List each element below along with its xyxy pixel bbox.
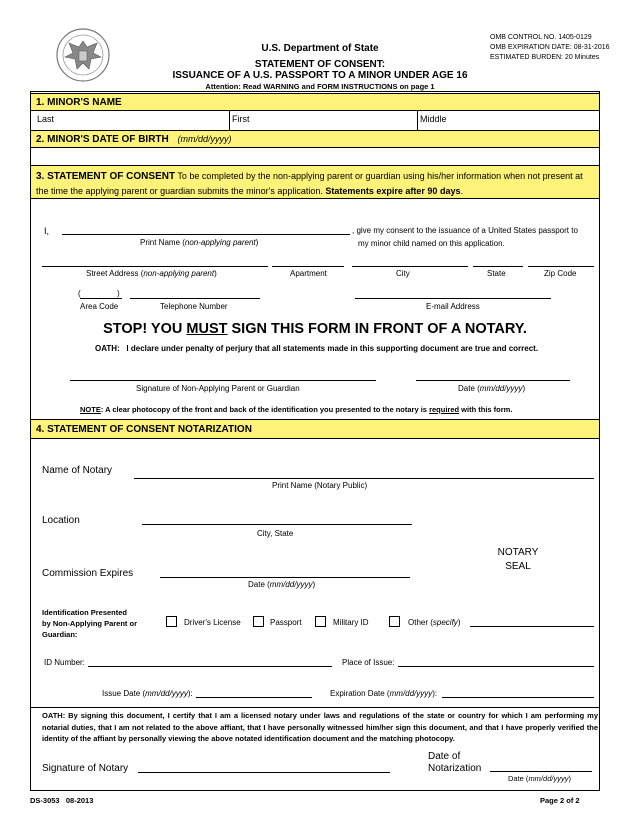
notary-signature-field[interactable] [138, 772, 390, 773]
other-id-label: Other (specify) [408, 618, 461, 627]
minor-last-label: Last [37, 114, 55, 124]
area-code-paren-open: ( [78, 289, 81, 298]
oath-statement: OATH: I declare under penalty of perjury that all statements made in this supporting document are true and correct. [95, 344, 539, 353]
notary-seal-label-1: NOTARY [497, 547, 539, 558]
omb-control-number: OMB CONTROL NO. 1405-0129 [490, 34, 592, 41]
other-id-specify-field[interactable] [470, 626, 594, 627]
print-name-notary-label: Print Name (Notary Public) [272, 481, 368, 490]
zip-code-label: Zip Code [544, 269, 577, 278]
issue-date-label: Issue Date (mm/dd/yyyy): [102, 689, 193, 698]
notary-oath-text: OATH: By signing this document, I certify that I am a licensed notary under laws and regulations of the state or country for which I am performing my notarial duties, that I am not related to the above affiant, that I have personally witnessed him/her sign this document, and that I have properly verified the identity of the affiant by personally viewing the above notated identification document and the matching photocopy. [42, 711, 598, 743]
section3-expiry-note: Statements expire after 90 days [325, 186, 461, 196]
form-id-footer: DS-3053 08-2013 [30, 796, 94, 805]
consent-text-line2: my minor child named on this application. [358, 239, 505, 248]
minor-middle-name-field[interactable] [455, 111, 599, 129]
drivers-license-label: Driver's License [184, 618, 241, 627]
area-code-field[interactable] [80, 298, 122, 299]
place-of-issue-field[interactable] [398, 666, 594, 667]
date-of-notarization-label-1: Date of [428, 751, 461, 762]
name-of-notary-label: Name of Notary [42, 465, 113, 476]
form-title-line2: ISSUANCE OF A U.S. PASSPORT TO A MINOR UNDER AGE 16 [172, 70, 468, 81]
notarization-date-field[interactable] [490, 771, 592, 772]
location-label: Location [42, 515, 80, 526]
date-of-notarization-label-2: Notarization [428, 763, 482, 774]
department-name: U.S. Department of State [261, 43, 379, 54]
omb-estimated-burden: ESTIMATED BURDEN: 20 Minutes [490, 54, 600, 61]
notary-oath-divider [31, 707, 599, 708]
stop-sign-notice: STOP! YOU MUST SIGN THIS FORM IN FRONT OF A NOTARY. [103, 321, 527, 337]
section3-title: 3. STATEMENT OF CONSENT [36, 171, 176, 182]
minor-first-name-field[interactable] [259, 111, 417, 129]
form-title-line1: STATEMENT OF CONSENT: [254, 59, 386, 70]
city-state-label: City, State [257, 529, 294, 538]
section2-title: 2. MINOR'S DATE OF BIRTH [36, 134, 169, 145]
military-id-checkbox[interactable] [315, 616, 326, 627]
omb-expiration-date: OMB EXPIRATION DATE: 08-31-2016 [490, 44, 610, 51]
place-of-issue-label: Place of Issue: [342, 658, 395, 667]
passport-label: Passport [270, 618, 302, 627]
state-label: State [487, 269, 506, 278]
minor-last-name-field[interactable] [61, 111, 229, 129]
section1-header [31, 93, 599, 111]
other-id-checkbox[interactable] [389, 616, 400, 627]
photocopy-note: NOTE: A clear photocopy of the front and back of the identification you presented to the notary is required with this form. [80, 405, 513, 414]
attention-note: Attention: Read WARNING and FORM INSTRUCTIONS on page 1 [205, 82, 435, 91]
id-number-field[interactable] [88, 666, 332, 667]
notary-name-field[interactable] [134, 478, 594, 479]
telephone-field[interactable] [130, 298, 260, 299]
zip-code-field[interactable] [528, 266, 594, 267]
state-field[interactable] [473, 266, 523, 267]
section4-title: 4. STATEMENT OF CONSENT NOTARIZATION [36, 424, 252, 435]
signature-of-notary-label: Signature of Notary [42, 763, 129, 774]
minor-first-label: First [232, 114, 250, 124]
section3-intro: To be completed by the non-applying parent or guardian using his/her information when not present at the time the applying parent or guardian submits the minor's application. [36, 171, 583, 196]
id-presented-label: Identification Presented by Non-Applying Parent or Guardian: [42, 608, 138, 639]
street-address-label: Street Address (non-applying parent) [86, 269, 217, 278]
print-name-label: Print Name (non-applying parent) [140, 238, 259, 247]
city-field[interactable] [352, 266, 468, 267]
expiration-date-label: Expiration Date (mm/dd/yyyy): [330, 689, 438, 698]
section2-header [31, 130, 599, 148]
signature-date-label: Date (mm/dd/yyyy) [458, 384, 526, 393]
department-of-state-seal-icon [55, 27, 111, 83]
email-field[interactable] [355, 298, 551, 299]
passport-checkbox[interactable] [253, 616, 264, 627]
commission-date-label: Date (mm/dd/yyyy) [248, 580, 316, 589]
section1-title: 1. MINOR'S NAME [36, 97, 122, 108]
commission-expires-field[interactable] [160, 577, 410, 578]
apartment-field[interactable] [272, 266, 344, 267]
apartment-label: Apartment [290, 269, 327, 278]
military-id-label: Military ID [333, 618, 369, 627]
area-code-label: Area Code [80, 302, 119, 311]
telephone-label: Telephone Number [160, 302, 228, 311]
section3-header: 3. STATEMENT OF CONSENT To be completed by the non-applying parent or guardian using his/her information when not present at the time the applying parent or guardian submits the minor's application. Statements expire after 90 days. [31, 165, 599, 199]
signature-label: Signature of Non-Applying Parent or Guardian [136, 384, 300, 393]
id-number-label: ID Number: [44, 658, 85, 667]
commission-expires-label: Commission Expires [42, 568, 134, 579]
drivers-license-checkbox[interactable] [166, 616, 177, 627]
expiration-date-field[interactable] [442, 697, 594, 698]
consent-text-line1: , give my consent to the issuance of a United States passport to [352, 226, 578, 235]
dob-format-hint: (mm/dd/yyyy) [177, 134, 232, 144]
signature-date-field[interactable] [416, 380, 570, 381]
non-applying-parent-signature-field[interactable] [70, 380, 376, 381]
area-code-paren-close: ) [117, 289, 120, 298]
page-number-footer: Page 2 of 2 [540, 796, 580, 805]
minor-middle-label: Middle [420, 114, 447, 124]
notary-seal-label-2: SEAL [505, 561, 531, 572]
email-label: E-mail Address [426, 302, 480, 311]
minor-dob-field[interactable] [31, 148, 599, 165]
section4-header [31, 419, 599, 439]
minor-name-row [31, 111, 599, 130]
notary-location-field[interactable] [142, 524, 412, 525]
non-applying-parent-name-field[interactable] [62, 234, 350, 235]
street-address-field[interactable] [42, 266, 268, 267]
city-label: City [396, 269, 410, 278]
notarization-date-format-label: Date (mm/dd/yyyy) [508, 774, 571, 783]
issue-date-field[interactable] [196, 697, 312, 698]
consent-i-label: I, [44, 226, 50, 236]
